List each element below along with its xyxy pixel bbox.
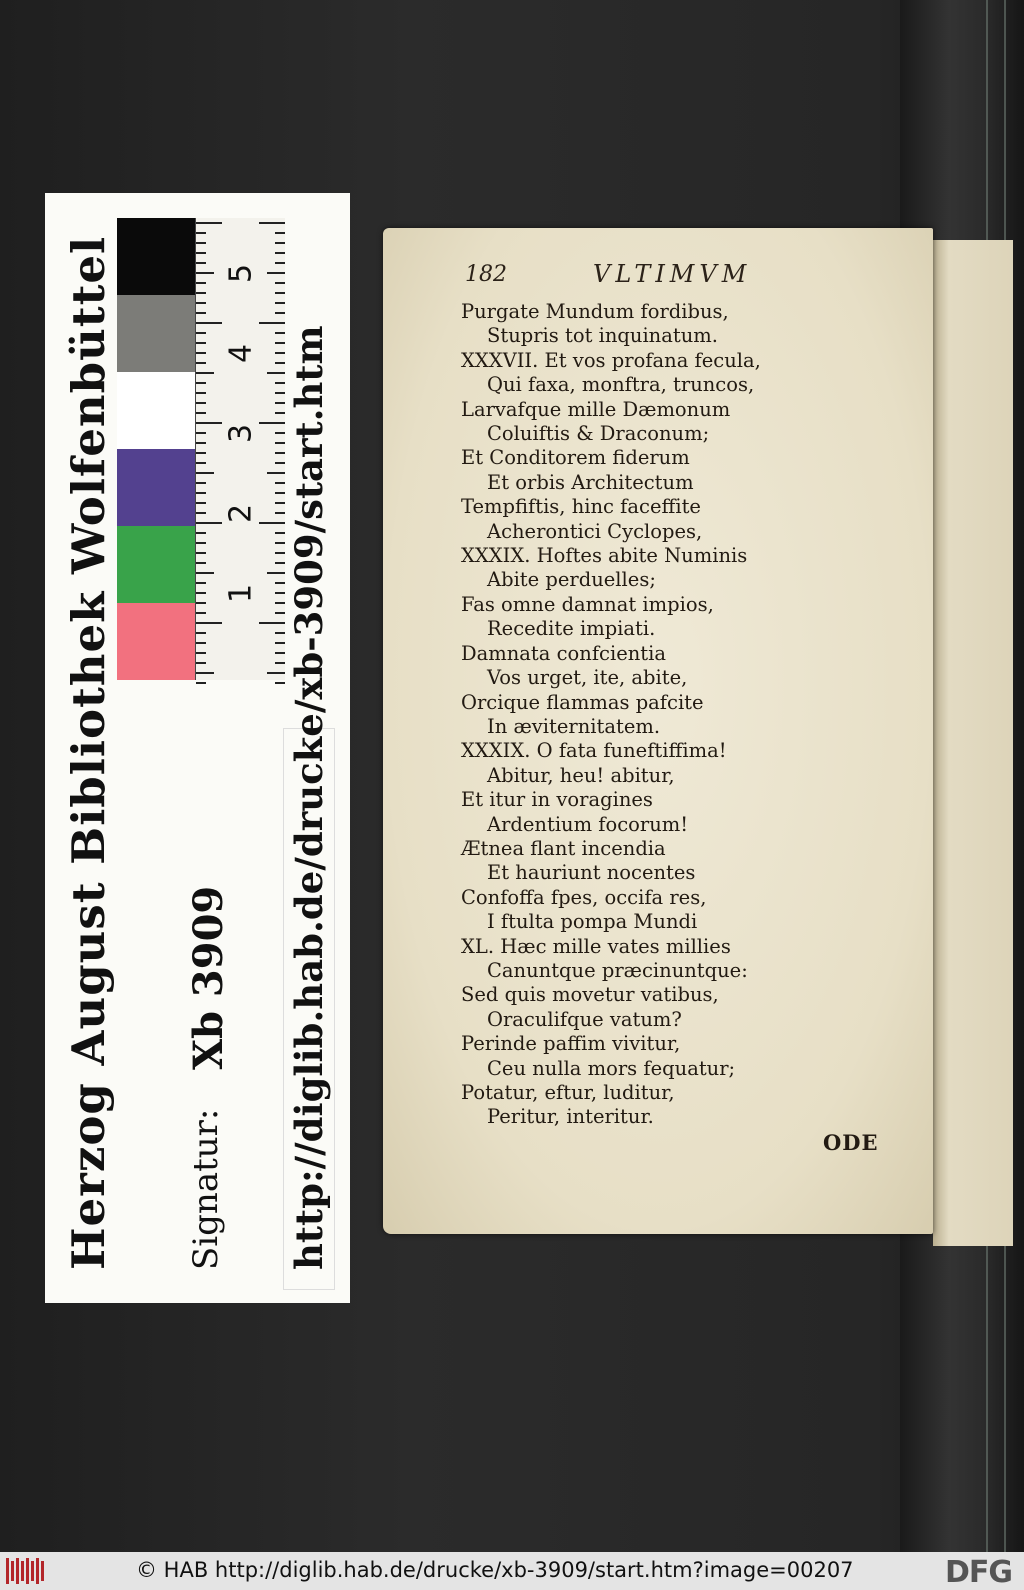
scale-tick — [275, 332, 285, 334]
verse-list — [461, 300, 761, 1130]
scale-number: 5 — [223, 263, 259, 284]
color-swatch — [117, 603, 195, 680]
scale-tick — [275, 312, 285, 314]
scale-tick — [196, 572, 214, 574]
verse-line: Coluiftis & Draconum; — [487, 422, 710, 446]
verse-line: Oraculifque vatum? — [487, 1007, 682, 1031]
scale-tick — [275, 542, 285, 544]
verse-line: Vos urget, ite, abite, — [487, 666, 688, 690]
scale-tick — [275, 602, 285, 604]
scale-tick — [275, 342, 285, 344]
scale-tick — [196, 402, 206, 404]
scale-number: 1 — [223, 583, 259, 604]
scale-tick — [196, 482, 206, 484]
scale-tick — [275, 392, 285, 394]
scale-tick — [196, 242, 206, 244]
verse-line: Orcique flammas pafcite — [461, 690, 704, 714]
verse-line: Purgate Mundum fordibus, — [461, 300, 729, 323]
verse-line: Canuntque præcinuntque: — [487, 958, 748, 982]
scale-tick — [275, 412, 285, 414]
scale-tick — [196, 332, 206, 334]
verse-line: Confoffa fpes, occifa res, — [461, 885, 707, 909]
scale-tick — [275, 382, 285, 384]
scale-tick — [259, 422, 285, 424]
scale-tick — [275, 482, 285, 484]
scale-tick — [196, 612, 206, 614]
verse-line: Recedite impiati. — [487, 617, 656, 641]
scale-tick — [196, 632, 206, 634]
color-ruler — [117, 218, 284, 680]
scale-tick — [259, 222, 285, 224]
scale-tick — [196, 472, 214, 474]
scale-tick — [275, 242, 285, 244]
signatur-value: Xb 3909 — [185, 885, 232, 1070]
scale-tick — [275, 432, 285, 434]
scale-tick — [196, 312, 206, 314]
scale-tick — [275, 262, 285, 264]
verse-line: Et itur in voragines — [461, 788, 653, 812]
scale-tick — [196, 562, 206, 564]
scale-number: 3 — [223, 423, 259, 444]
scale-tick — [196, 342, 206, 344]
scale-tick — [196, 502, 206, 504]
verse-line: Fas omne damnat impios, — [461, 592, 714, 616]
scale-tick — [196, 582, 206, 584]
scale-tick — [196, 602, 206, 604]
verse-line: Et Conditorem fiderum — [461, 446, 690, 470]
scale-tick — [196, 552, 206, 554]
scale-tick — [196, 322, 222, 324]
color-swatch — [117, 218, 195, 295]
scale-tick — [196, 232, 206, 234]
scale-tick — [275, 532, 285, 534]
verse-line: Acherontici Cyclopes, — [487, 519, 703, 543]
verse-line: Potatur, eftur, luditur, — [461, 1081, 675, 1104]
scale-tick — [196, 542, 206, 544]
scale-tick — [196, 462, 206, 464]
library-name: Herzog August Bibliothek Wolfenbüttel — [62, 235, 115, 1270]
verse-line: Qui faxa, monftra, truncos, — [487, 373, 755, 397]
facing-page-edge — [933, 240, 1013, 1246]
scale-tick — [196, 442, 206, 444]
color-swatch — [117, 449, 195, 526]
verse-line: Abite perduelles; — [487, 568, 656, 592]
scale-tick — [196, 252, 206, 254]
scale-tick — [196, 382, 206, 384]
scale-tick — [275, 562, 285, 564]
scale-tick — [267, 572, 285, 574]
scale-tick — [196, 432, 206, 434]
scale-tick — [275, 682, 285, 684]
scale-tick — [275, 552, 285, 554]
scale-tick — [275, 292, 285, 294]
scale-tick — [196, 302, 206, 304]
scale-tick — [259, 522, 285, 524]
scale-tick — [196, 622, 222, 624]
color-swatch — [117, 295, 195, 372]
scale-tick — [196, 682, 206, 684]
scale-tick — [267, 672, 285, 674]
scale-tick — [196, 292, 206, 294]
scale-tick — [196, 492, 206, 494]
page-number: 182 — [465, 262, 507, 287]
scale-number: 2 — [223, 503, 259, 524]
color-swatch — [117, 372, 195, 449]
dfg-logo: DFG — [944, 1555, 1012, 1590]
verse-line: Ætnea flant incendia — [461, 836, 666, 860]
scale-tick — [196, 662, 206, 664]
scale-tick — [196, 272, 214, 274]
scale-tick — [196, 452, 206, 454]
verse-line: Larvafque mille Dæmonum — [461, 397, 731, 421]
verse-line: Stupris tot inquinatum. — [487, 324, 718, 348]
scale-tick — [196, 532, 206, 534]
running-head: VLTIMVM — [593, 260, 752, 288]
verse-line: Peritur, interitur. — [487, 1105, 654, 1129]
scale-tick — [275, 302, 285, 304]
verse-line: Abitur, heu! abitur, — [487, 763, 675, 787]
scale-tick — [275, 402, 285, 404]
book-page — [383, 228, 933, 1234]
scale-tick — [267, 372, 285, 374]
scale-tick — [275, 632, 285, 634]
verse-line: In æviternitatem. — [487, 714, 661, 738]
verse-line: XL. Hæc mille vates millies — [461, 934, 731, 958]
verse-line: Sed quis movetur vatibus, — [461, 983, 719, 1007]
scale-tick — [196, 672, 214, 674]
scale-tick — [196, 642, 206, 644]
scale-tick — [196, 512, 206, 514]
hab-logo-icon — [6, 1558, 46, 1584]
scale-tick — [275, 352, 285, 354]
scale-tick — [275, 652, 285, 654]
footer-bar — [0, 1552, 1024, 1590]
verse-line: Ardentium focorum! — [487, 812, 689, 836]
scale-tick — [275, 662, 285, 664]
signatur-label: Signatur: — [186, 1108, 226, 1270]
scale-tick — [275, 362, 285, 364]
scale-tick — [196, 282, 206, 284]
scale-tick — [196, 522, 222, 524]
scale-tick — [275, 642, 285, 644]
cm-scale — [195, 218, 285, 680]
scale-number: 4 — [223, 343, 259, 364]
verse-line: XXXIX. Hoftes abite Numinis — [461, 544, 748, 568]
verse-line: Damnata confcientia — [461, 641, 666, 665]
verse-line: Perinde paffim vivitur, — [461, 1032, 681, 1056]
verse-line: Ceu nulla mors fequatur; — [487, 1056, 736, 1080]
scale-tick — [275, 442, 285, 444]
scale-tick — [275, 252, 285, 254]
scale-tick — [275, 282, 285, 284]
verse-line: Et hauriunt nocentes — [487, 861, 696, 885]
scale-tick — [196, 392, 206, 394]
scale-tick — [196, 592, 206, 594]
scale-tick — [275, 452, 285, 454]
verse-line: Et orbis Architectum — [487, 470, 694, 494]
scale-tick — [196, 262, 206, 264]
scale-tick — [196, 352, 206, 354]
catchword: ODE — [823, 1130, 879, 1155]
scale-tick — [267, 472, 285, 474]
scale-tick — [275, 492, 285, 494]
scale-tick — [267, 272, 285, 274]
scale-tick — [196, 222, 222, 224]
scale-tick — [275, 462, 285, 464]
scale-tick — [275, 612, 285, 614]
scale-tick — [196, 372, 214, 374]
verse-line: I ftulta pompa Mundi — [487, 910, 698, 934]
scale-tick — [196, 412, 206, 414]
scale-tick — [275, 592, 285, 594]
verse-line: XXXIX. O fata funeftiffima! — [461, 739, 727, 763]
scale-tick — [275, 512, 285, 514]
footer-copyright: © HAB http://diglib.hab.de/drucke/xb-3909/start.htm?image=00207 — [136, 1558, 854, 1582]
scale-tick — [275, 232, 285, 234]
scale-tick — [275, 582, 285, 584]
scale-tick — [196, 652, 206, 654]
scale-tick — [275, 502, 285, 504]
scale-tick — [259, 322, 285, 324]
color-swatch — [117, 526, 195, 603]
verse-line: Tempfiftis, hinc faceffite — [461, 495, 701, 519]
verse-line: XXXVII. Et vos profana fecula, — [461, 348, 761, 372]
scale-tick — [196, 422, 222, 424]
card-url: http://diglib.hab.de/drucke/xb-3909/start.htm — [287, 325, 331, 1270]
scale-tick — [196, 362, 206, 364]
scale-tick — [259, 622, 285, 624]
